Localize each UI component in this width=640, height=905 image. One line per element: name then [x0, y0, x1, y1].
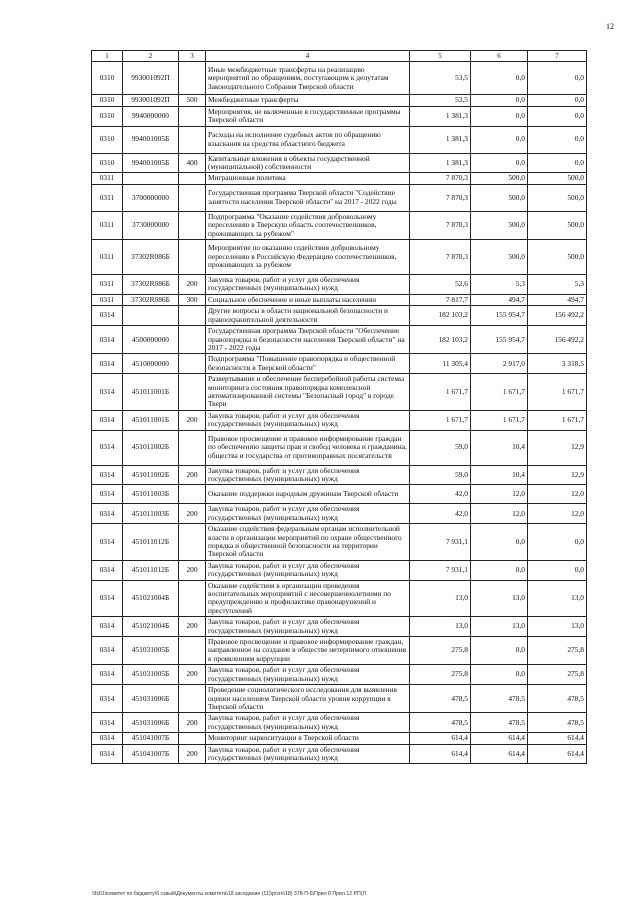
description-cell: Межбюджетные трансферты: [206, 95, 410, 106]
section-code-cell: 0311: [92, 294, 123, 305]
amount-2021-cell: 155 954,7: [471, 306, 528, 326]
table-row: [92, 685, 587, 713]
table-row: [92, 430, 587, 465]
expense-type-code-cell: [179, 374, 206, 411]
amount-2021-cell: 13,0: [471, 617, 528, 637]
description-cell: Закупка товаров, работ и услуг для обеспечения государственных (муниципальных) нужд: [206, 410, 410, 430]
amount-2021-cell: 13,0: [471, 580, 528, 617]
section-code-cell: 0314: [92, 617, 123, 637]
amount-2020-cell: 7 931,1: [410, 524, 471, 561]
table-row: [92, 306, 587, 326]
amount-2022-cell: 1 671,7: [528, 410, 587, 430]
section-code-cell: 0314: [92, 326, 123, 354]
table-row: [92, 294, 587, 305]
expense-type-code-cell: 200: [179, 504, 206, 524]
header-cell: 5: [410, 51, 471, 62]
amount-2021-cell: 155 954,7: [471, 326, 528, 354]
target-article-code-cell: 451011003Б: [123, 504, 179, 524]
amount-2022-cell: 275,8: [528, 665, 587, 685]
amount-2022-cell: 12,0: [528, 504, 587, 524]
table-row: [92, 617, 587, 637]
description-cell: Подпрограмма "Оказание содействия добровольному переселению в Тверскую область соотечественников, проживающих за рубежом": [206, 211, 410, 239]
target-article-code-cell: 451021004Б: [123, 580, 179, 617]
amount-2020-cell: 13,0: [410, 617, 471, 637]
section-code-cell: 0314: [92, 713, 123, 733]
target-article-code-cell: 451031006Б: [123, 713, 179, 733]
target-article-code-cell: 451011001Б: [123, 410, 179, 430]
table-row: [92, 326, 587, 354]
section-code-cell: 0311: [92, 184, 123, 211]
expense-type-code-cell: [179, 173, 206, 184]
file-path-footer: \\fs01\комитет по бюджету\6 сзвый\Документы комитета\18 заседание (11)\pr\zn\18) 378-П-6\Прил 8 Прил 12 РП(Л: [92, 891, 366, 897]
amount-2020-cell: 42,0: [410, 485, 471, 504]
header-cell: 4: [206, 51, 410, 62]
amount-2020-cell: 1 671,7: [410, 410, 471, 430]
target-article-code-cell: 451011003Б: [123, 485, 179, 504]
target-article-code-cell: 451011001Б: [123, 374, 179, 411]
target-article-code-cell: [123, 306, 179, 326]
expense-type-code-cell: [179, 637, 206, 665]
amount-2021-cell: 0,0: [471, 126, 528, 153]
table-row: [92, 733, 587, 744]
table-row: [92, 744, 587, 764]
expense-type-code-cell: 400: [179, 153, 206, 173]
table-row: [92, 524, 587, 561]
expense-type-code-cell: [179, 485, 206, 504]
description-cell: Государственная программа Тверской области "Содействие занятости населения Тверской области" на 2017 - 2022 годы: [206, 184, 410, 211]
section-code-cell: 0310: [92, 62, 123, 95]
amount-2022-cell: 500,0: [528, 184, 587, 211]
description-cell: Социальное обеспечение и иные выплаты населению: [206, 294, 410, 305]
section-code-cell: 0314: [92, 504, 123, 524]
section-code-cell: 0314: [92, 733, 123, 744]
description-cell: Оказание поддержки народным дружинам Тверской области: [206, 485, 410, 504]
expense-type-code-cell: 200: [179, 617, 206, 637]
amount-2021-cell: 5,3: [471, 275, 528, 295]
table-row: [92, 374, 587, 411]
expense-type-code-cell: [179, 306, 206, 326]
description-cell: Мероприятие по оказанию содействия добровольному переселению в Российскую Федерацию соотечественников, проживающих за рубежом: [206, 240, 410, 275]
expense-type-code-cell: 500: [179, 95, 206, 106]
amount-2020-cell: 1 381,3: [410, 126, 471, 153]
amount-2021-cell: 10,4: [471, 430, 528, 465]
table-row: [92, 184, 587, 211]
expense-type-code-cell: [179, 580, 206, 617]
amount-2020-cell: 182 103,2: [410, 306, 471, 326]
amount-2020-cell: 478,5: [410, 685, 471, 713]
description-cell: Мониторинг наркоситуации в Тверской области: [206, 733, 410, 744]
description-cell: Правовое просвещение и правовое информирование граждан, направленное на создание в обществе нетерпимого отношения к проявлениям коррупции: [206, 637, 410, 665]
amount-2022-cell: 12,0: [528, 485, 587, 504]
section-code-cell: 0314: [92, 637, 123, 665]
amount-2021-cell: 2 917,0: [471, 354, 528, 374]
target-article-code-cell: 37302R086Б: [123, 294, 179, 305]
table-row: [92, 95, 587, 106]
description-cell: Закупка товаров, работ и услуг для обеспечения государственных (муниципальных) нужд: [206, 275, 410, 295]
target-article-code-cell: 993001092П: [123, 62, 179, 95]
amount-2020-cell: 1 381,3: [410, 153, 471, 173]
amount-2022-cell: 12,9: [528, 465, 587, 485]
target-article-code-cell: 4500000000: [123, 326, 179, 354]
target-article-code-cell: 993001092П: [123, 95, 179, 106]
description-cell: Расходы на исполнение судебных актов по обращению взыскания на средства областного бюджета: [206, 126, 410, 153]
amount-2020-cell: 7 870,3: [410, 211, 471, 239]
amount-2020-cell: 275,8: [410, 665, 471, 685]
amount-2020-cell: 614,4: [410, 744, 471, 764]
header-cell: 2: [123, 51, 179, 62]
expense-type-code-cell: [179, 326, 206, 354]
target-article-code-cell: 3700000000: [123, 184, 179, 211]
table-row: [92, 713, 587, 733]
section-code-cell: 0311: [92, 240, 123, 275]
expense-type-code-cell: [179, 354, 206, 374]
amount-2022-cell: 0,0: [528, 153, 587, 173]
budget-table: [91, 50, 587, 764]
amount-2020-cell: 59,0: [410, 430, 471, 465]
amount-2022-cell: 156 492,2: [528, 326, 587, 354]
expense-type-code-cell: [179, 240, 206, 275]
section-code-cell: 0314: [92, 430, 123, 465]
expense-type-code-cell: 200: [179, 275, 206, 295]
amount-2021-cell: 500,0: [471, 211, 528, 239]
target-article-code-cell: [123, 173, 179, 184]
amount-2020-cell: 11 305,4: [410, 354, 471, 374]
expense-type-code-cell: 200: [179, 465, 206, 485]
target-article-code-cell: 9940000000: [123, 106, 179, 126]
description-cell: Развертывание и обеспечение бесперебойной работы системы мониторинга состояния правопорядка комплексной автоматизированной системы "Безопасный город" в городе Твери: [206, 374, 410, 411]
amount-2020-cell: 275,8: [410, 637, 471, 665]
amount-2021-cell: 12,0: [471, 485, 528, 504]
table-row: [92, 106, 587, 126]
expense-type-code-cell: [179, 524, 206, 561]
amount-2021-cell: 0,0: [471, 153, 528, 173]
description-cell: Закупка товаров, работ и услуг для обеспечения государственных (муниципальных) нужд: [206, 617, 410, 637]
target-article-code-cell: 37302R086Б: [123, 240, 179, 275]
amount-2020-cell: 478,5: [410, 713, 471, 733]
description-cell: Другие вопросы в области национальной безопасности и правоохранительной деятельности: [206, 306, 410, 326]
description-cell: Закупка товаров, работ и услуг для обеспечения государственных (муниципальных) нужд: [206, 744, 410, 764]
expense-type-code-cell: 200: [179, 665, 206, 685]
amount-2020-cell: 53,5: [410, 95, 471, 106]
section-code-cell: 0314: [92, 685, 123, 713]
section-code-cell: 0310: [92, 153, 123, 173]
description-cell: Мероприятия, не включенные в государственные программы Тверской области: [206, 106, 410, 126]
section-code-cell: 0314: [92, 524, 123, 561]
amount-2022-cell: 614,4: [528, 733, 587, 744]
amount-2021-cell: 12,0: [471, 504, 528, 524]
amount-2022-cell: 494,7: [528, 294, 587, 305]
table-row: [92, 62, 587, 95]
table-row: [92, 153, 587, 173]
amount-2022-cell: 0,0: [528, 524, 587, 561]
table-header-row: [92, 51, 587, 62]
section-code-cell: 0314: [92, 665, 123, 685]
amount-2020-cell: 13,0: [410, 580, 471, 617]
amount-2022-cell: 0,0: [528, 126, 587, 153]
section-code-cell: 0310: [92, 95, 123, 106]
table-row: [92, 485, 587, 504]
amount-2022-cell: 614,4: [528, 744, 587, 764]
section-code-cell: 0310: [92, 106, 123, 126]
amount-2021-cell: 478,5: [471, 713, 528, 733]
amount-2022-cell: 5,3: [528, 275, 587, 295]
amount-2020-cell: 7 870,3: [410, 184, 471, 211]
table-row: [92, 560, 587, 580]
description-cell: Закупка товаров, работ и услуг для обеспечения государственных (муниципальных) нужд: [206, 465, 410, 485]
amount-2020-cell: 1 381,3: [410, 106, 471, 126]
amount-2022-cell: 500,0: [528, 211, 587, 239]
amount-2020-cell: 52,6: [410, 275, 471, 295]
amount-2021-cell: 494,7: [471, 294, 528, 305]
amount-2020-cell: 42,0: [410, 504, 471, 524]
amount-2022-cell: 156 492,2: [528, 306, 587, 326]
expense-type-code-cell: [179, 733, 206, 744]
target-article-code-cell: 994001005Б: [123, 153, 179, 173]
amount-2022-cell: 0,0: [528, 95, 587, 106]
table-row: [92, 173, 587, 184]
amount-2020-cell: 614,4: [410, 733, 471, 744]
target-article-code-cell: 451031005Б: [123, 665, 179, 685]
section-code-cell: 0314: [92, 744, 123, 764]
table-row: [92, 465, 587, 485]
amount-2021-cell: 500,0: [471, 173, 528, 184]
section-code-cell: 0311: [92, 275, 123, 295]
table-row: [92, 580, 587, 617]
description-cell: Закупка товаров, работ и услуг для обеспечения государственных (муниципальных) нужд: [206, 713, 410, 733]
target-article-code-cell: 451041007Б: [123, 733, 179, 744]
page-number: 12: [606, 22, 614, 31]
amount-2021-cell: 1 671,7: [471, 410, 528, 430]
amount-2022-cell: 12,9: [528, 430, 587, 465]
table-row: [92, 211, 587, 239]
table-row: [92, 504, 587, 524]
target-article-code-cell: 4510000000: [123, 354, 179, 374]
target-article-code-cell: 994001005Б: [123, 126, 179, 153]
description-cell: Иные межбюджетные трансферты на реализацию мероприятий по обращениям, поступающим к депутатам Законодательного Собрания Тверской области: [206, 62, 410, 95]
target-article-code-cell: 451031005Б: [123, 637, 179, 665]
amount-2022-cell: 3 318,5: [528, 354, 587, 374]
expense-type-code-cell: 200: [179, 560, 206, 580]
section-code-cell: 0314: [92, 580, 123, 617]
section-code-cell: 0314: [92, 374, 123, 411]
section-code-cell: 0310: [92, 126, 123, 153]
description-cell: Закупка товаров, работ и услуг для обеспечения государственных (муниципальных) нужд: [206, 504, 410, 524]
section-code-cell: 0311: [92, 211, 123, 239]
amount-2021-cell: 0,0: [471, 95, 528, 106]
description-cell: Государственная программа Тверской области "Обеспечение правопорядка и безопасности населения Тверской области" на 2017 - 2022 годы: [206, 326, 410, 354]
amount-2021-cell: 1 671,7: [471, 374, 528, 411]
expense-type-code-cell: 200: [179, 410, 206, 430]
expense-type-code-cell: 300: [179, 294, 206, 305]
section-code-cell: 0314: [92, 354, 123, 374]
description-cell: Оказание содействия федеральным органам исполнительной власти в организации мероприятий по охране общественного порядка и общественной безопасности на территории Тверской области: [206, 524, 410, 561]
amount-2022-cell: 275,8: [528, 637, 587, 665]
expense-type-code-cell: [179, 211, 206, 239]
section-code-cell: 0314: [92, 465, 123, 485]
section-code-cell: 0311: [92, 173, 123, 184]
description-cell: Закупка товаров, работ и услуг для обеспечения государственных (муниципальных) нужд: [206, 560, 410, 580]
amount-2022-cell: 1 671,7: [528, 374, 587, 411]
amount-2021-cell: 614,4: [471, 744, 528, 764]
amount-2022-cell: 478,5: [528, 713, 587, 733]
section-code-cell: 0314: [92, 485, 123, 504]
expense-type-code-cell: [179, 106, 206, 126]
table-row: [92, 240, 587, 275]
table-row: [92, 637, 587, 665]
target-article-code-cell: 451011012Б: [123, 560, 179, 580]
header-cell: 3: [179, 51, 206, 62]
description-cell: Подпрограмма "Повышение правопорядка и общественной безопасности в Тверской области": [206, 354, 410, 374]
amount-2021-cell: 0,0: [471, 524, 528, 561]
amount-2020-cell: 182 103,2: [410, 326, 471, 354]
expense-type-code-cell: 200: [179, 713, 206, 733]
table-row: [92, 275, 587, 295]
amount-2021-cell: 0,0: [471, 62, 528, 95]
expense-type-code-cell: [179, 126, 206, 153]
expense-type-code-cell: [179, 430, 206, 465]
header-cell: 6: [471, 51, 528, 62]
amount-2021-cell: 0,0: [471, 637, 528, 665]
amount-2021-cell: 0,0: [471, 560, 528, 580]
target-article-code-cell: 451011012Б: [123, 524, 179, 561]
amount-2022-cell: 13,0: [528, 617, 587, 637]
target-article-code-cell: 451031006Б: [123, 685, 179, 713]
description-cell: Проведение социологического исследования для выявления оценки населением Тверской области уровня коррупции в Тверской области: [206, 685, 410, 713]
header-cell: 1: [92, 51, 123, 62]
expense-type-code-cell: [179, 62, 206, 95]
target-article-code-cell: 37302R086Б: [123, 275, 179, 295]
amount-2021-cell: 500,0: [471, 184, 528, 211]
amount-2020-cell: 59,0: [410, 465, 471, 485]
target-article-code-cell: 3730000000: [123, 211, 179, 239]
amount-2020-cell: 7 817,7: [410, 294, 471, 305]
target-article-code-cell: 451021004Б: [123, 617, 179, 637]
table-row: [92, 410, 587, 430]
amount-2020-cell: 7 931,1: [410, 560, 471, 580]
target-article-code-cell: 451011002Б: [123, 465, 179, 485]
amount-2020-cell: 7 870,3: [410, 173, 471, 184]
amount-2020-cell: 7 870,3: [410, 240, 471, 275]
description-cell: Правовое просвещение и правовое информирование граждан по обеспечению защиты прав и свобод человека и гражданина, общества и государства от противоправных посягательств: [206, 430, 410, 465]
amount-2021-cell: 10,4: [471, 465, 528, 485]
amount-2022-cell: 13,0: [528, 580, 587, 617]
amount-2020-cell: 53,5: [410, 62, 471, 95]
description-cell: Миграционная политика: [206, 173, 410, 184]
amount-2022-cell: 500,0: [528, 173, 587, 184]
amount-2021-cell: 500,0: [471, 240, 528, 275]
table-row: [92, 354, 587, 374]
table-row: [92, 665, 587, 685]
amount-2021-cell: 478,5: [471, 685, 528, 713]
description-cell: Оказание содействия в организации проведения воспитательных мероприятий с несовершеннолетними по предупреждению и профилактике правонарушений и преступлений: [206, 580, 410, 617]
target-article-code-cell: 451011002Б: [123, 430, 179, 465]
section-code-cell: 0314: [92, 410, 123, 430]
section-code-cell: 0314: [92, 560, 123, 580]
description-cell: Капитальные вложения в объекты государственной (муниципальной) собственности: [206, 153, 410, 173]
amount-2021-cell: 614,4: [471, 733, 528, 744]
section-code-cell: 0314: [92, 306, 123, 326]
amount-2022-cell: 478,5: [528, 685, 587, 713]
description-cell: Закупка товаров, работ и услуг для обеспечения государственных (муниципальных) нужд: [206, 665, 410, 685]
table-row: [92, 126, 587, 153]
expense-type-code-cell: [179, 184, 206, 211]
amount-2022-cell: 500,0: [528, 240, 587, 275]
amount-2022-cell: 0,0: [528, 62, 587, 95]
amount-2021-cell: 0,0: [471, 665, 528, 685]
expense-type-code-cell: [179, 685, 206, 713]
expense-type-code-cell: 200: [179, 744, 206, 764]
amount-2020-cell: 1 671,7: [410, 374, 471, 411]
header-cell: 7: [528, 51, 587, 62]
amount-2022-cell: 0,0: [528, 106, 587, 126]
target-article-code-cell: 451041007Б: [123, 744, 179, 764]
amount-2022-cell: 0,0: [528, 560, 587, 580]
amount-2021-cell: 0,0: [471, 106, 528, 126]
